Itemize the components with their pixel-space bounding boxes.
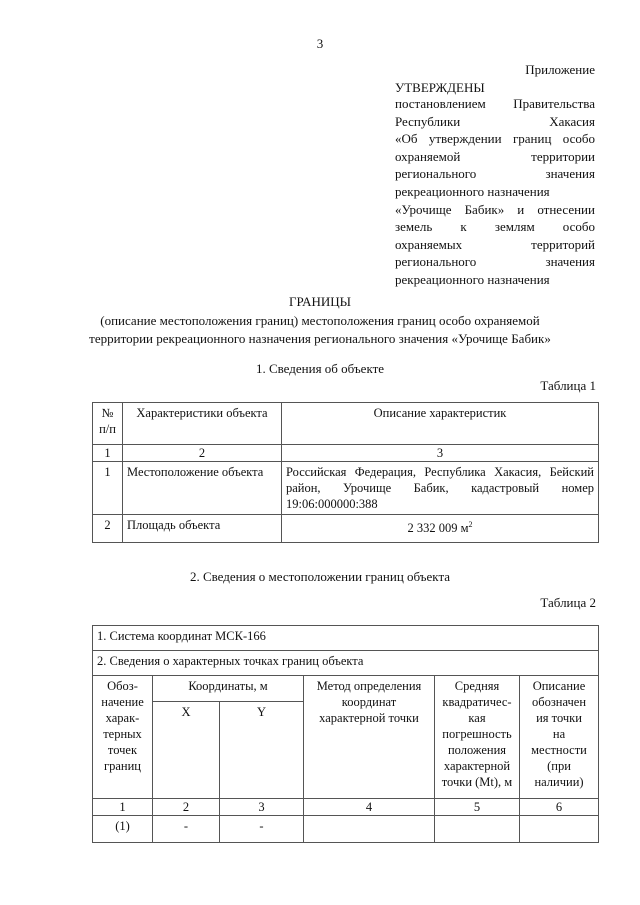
approval-line — [395, 96, 595, 112]
approval-line — [395, 114, 595, 130]
approval-word: Хакасия — [549, 113, 595, 129]
header-description: Описание характеристик — [282, 403, 599, 445]
header-error: Средняя квадратичес- кая погрешность положения характерной точки (Mt), м — [435, 676, 520, 799]
area-superscript: 2 — [468, 520, 473, 529]
approval-word: особо — [562, 219, 595, 235]
coordinate-system-row: 1. Система координат МСК-166 — [93, 626, 599, 651]
table1-label: Таблица 1 — [540, 378, 596, 393]
approval-word: рекреационного назначения — [395, 272, 550, 287]
approval-word: к — [460, 219, 467, 235]
approval-word: регионального — [395, 254, 477, 270]
col-number: 1 — [93, 799, 153, 816]
approved-label: УТВЕРЖДЕНЫ — [395, 80, 485, 95]
approval-word: «Об — [395, 131, 418, 147]
approval-word: земель — [395, 219, 433, 235]
point-y: - — [220, 816, 304, 843]
points-info-row: 2. Сведения о характерных точках границ объекта — [93, 651, 599, 676]
approval-word: утверждении — [428, 131, 502, 147]
document-title: ГРАНИЦЫ — [289, 294, 351, 309]
col-number: 1 — [93, 445, 123, 462]
approval-line — [395, 131, 595, 147]
col-number: 3 — [220, 799, 304, 816]
point-error — [435, 816, 520, 843]
col-number: 3 — [282, 445, 599, 462]
table-2 — [92, 625, 599, 843]
section2-heading: 2. Сведения о местоположении границ объекта — [189, 569, 451, 584]
area-value: 2 332 009 м — [407, 521, 469, 536]
approval-word: «Урочище — [395, 201, 452, 217]
approval-word: Бабик» — [464, 201, 505, 217]
header-characteristic: Характеристики объекта — [123, 403, 282, 445]
approval-word: регионального — [395, 166, 477, 182]
header-designation: Обоз- начение харак- терных точек границ — [93, 676, 153, 799]
approval-word: отнесении — [537, 201, 595, 217]
approval-word: особо — [562, 131, 595, 147]
header-method: Метод определения координат характерной точки — [304, 676, 435, 799]
header-point-description: Описание обозначен ия точки на местности (при наличии) — [520, 676, 599, 799]
approval-word: Правительства — [513, 96, 595, 111]
row-description: Российская Федерация, Республика Хакасия, Бейский район, Урочище Бабик, кадастровый номер 19:06:000000:388 — [282, 462, 599, 515]
point-designation: (1) — [93, 816, 153, 843]
approval-word: постановлением — [395, 96, 486, 111]
approval-line — [395, 184, 595, 200]
table-row — [93, 462, 599, 515]
approval-word: территории — [531, 148, 595, 164]
page-number: 3 — [316, 36, 324, 51]
col-number: 5 — [435, 799, 520, 816]
approval-line — [395, 202, 595, 218]
approval-word: и — [517, 201, 525, 217]
header-y: Y — [220, 702, 304, 799]
point-method — [304, 816, 435, 843]
table-1 — [92, 402, 599, 543]
approval-word: рекреационного назначения — [395, 184, 550, 199]
col-number: 4 — [304, 799, 435, 816]
approval-line — [395, 254, 595, 270]
table-row — [93, 816, 599, 843]
col-number: 2 — [123, 445, 282, 462]
row-characteristic: Местоположение объекта — [123, 462, 282, 515]
table2-label: Таблица 2 — [540, 595, 596, 610]
approval-word: землям — [494, 219, 535, 235]
document-subtitle-1: (описание местоположения границ) местоположения границ особо охраняемой — [100, 313, 540, 328]
approval-word: Республики — [395, 113, 461, 129]
approval-line — [395, 149, 595, 165]
approval-line — [395, 166, 595, 182]
point-description — [520, 816, 599, 843]
section1-heading: 1. Сведения об объекте — [255, 361, 385, 376]
approval-word: границ — [512, 131, 552, 147]
table-row — [93, 515, 599, 543]
approval-word: значения — [545, 254, 595, 270]
row-characteristic: Площадь объекта — [123, 515, 282, 543]
appendix-label: Приложение — [525, 62, 595, 77]
header-x: X — [153, 702, 220, 799]
approval-word: территорий — [531, 236, 595, 252]
col-number: 6 — [520, 799, 599, 816]
approval-line — [395, 272, 595, 288]
col-number: 2 — [153, 799, 220, 816]
row-number: 2 — [93, 515, 123, 543]
approval-line — [395, 237, 595, 253]
approval-line — [395, 219, 595, 235]
row-number: 1 — [93, 462, 123, 515]
approval-word: охраняемых — [395, 236, 463, 252]
approval-word: охраняемой — [395, 148, 461, 164]
header-number: № п/п — [93, 403, 123, 445]
point-x: - — [153, 816, 220, 843]
row-description — [282, 515, 599, 543]
approval-word: значения — [545, 166, 595, 182]
header-coordinates: Координаты, м — [153, 676, 304, 702]
document-subtitle-2: территории рекреационного назначения регионального значения «Урочище Бабик» — [89, 331, 551, 346]
